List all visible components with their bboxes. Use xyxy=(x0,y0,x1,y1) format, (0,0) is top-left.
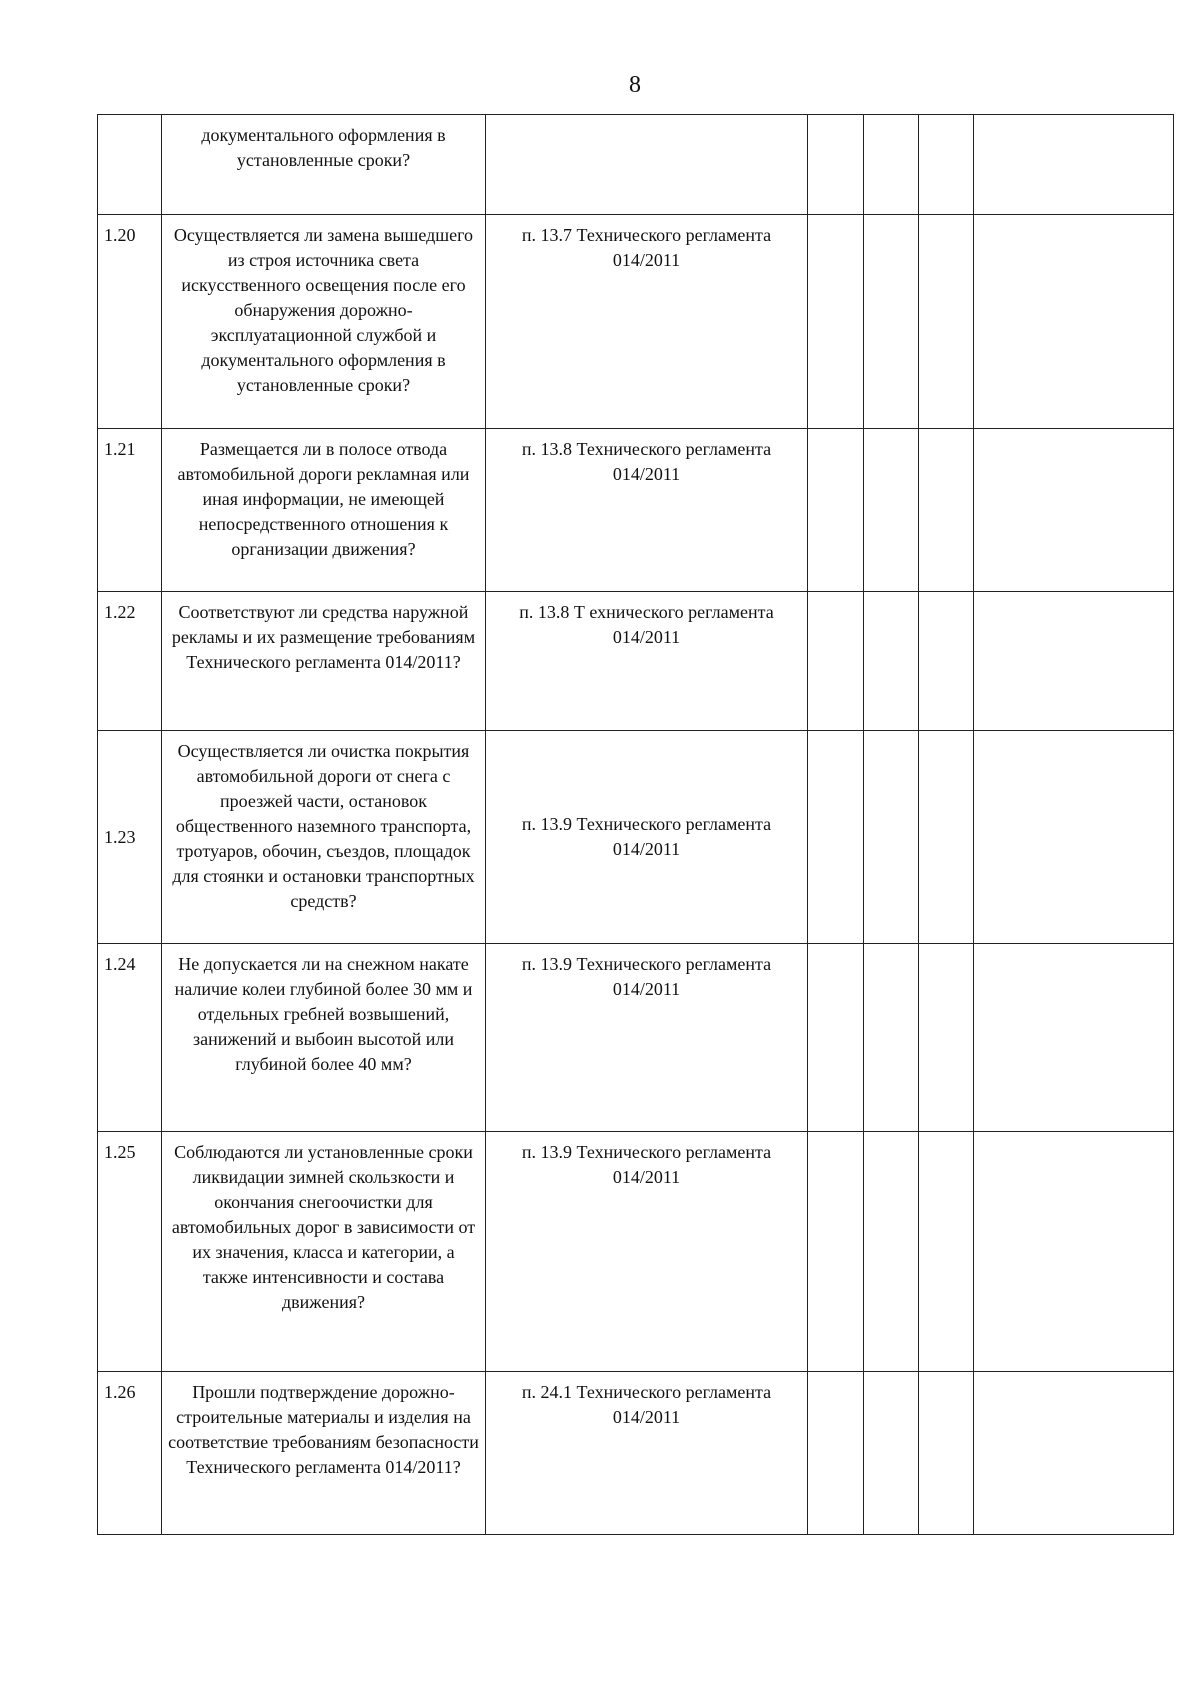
reference-text: п. 13.8 Технического регламента 014/2011 xyxy=(486,429,808,592)
no-cell xyxy=(864,115,919,215)
table-row xyxy=(98,592,1174,731)
yes-cell xyxy=(808,429,864,592)
row-number: 1.21 xyxy=(98,429,162,592)
na-cell xyxy=(919,731,974,944)
na-cell xyxy=(919,1132,974,1372)
question-text: Размещается ли в полосе отвода автомобильной дороги рекламная или иная информации, не имеющей непосредственного отношения к организации движения? xyxy=(162,429,486,592)
row-number xyxy=(98,115,162,215)
question-text: Не допускается ли на снежном накате наличие колеи глубиной более 30 мм и отдельных гребней возвышений, занижений и выбоин высотой или глубиной более 40 мм? xyxy=(162,944,486,1132)
note-cell xyxy=(974,1132,1174,1372)
na-cell xyxy=(919,115,974,215)
question-text: Соблюдаются ли установленные сроки ликвидации зимней скользкости и окончания снегоочистки для автомобильных дорог в зависимости от их значения, класса и категории, а также интенсивности и состава движения? xyxy=(162,1132,486,1372)
reference-text: п. 24.1 Технического регламента 014/2011 xyxy=(486,1372,808,1535)
no-cell xyxy=(864,592,919,731)
yes-cell xyxy=(808,944,864,1132)
note-cell xyxy=(974,429,1174,592)
question-text: документального оформления в установленные сроки? xyxy=(162,115,486,215)
na-cell xyxy=(919,592,974,731)
no-cell xyxy=(864,215,919,429)
row-number: 1.24 xyxy=(98,944,162,1132)
yes-cell xyxy=(808,1372,864,1535)
note-cell xyxy=(974,731,1174,944)
table-row xyxy=(98,1372,1174,1535)
row-number: 1.25 xyxy=(98,1132,162,1372)
page-number: 8 xyxy=(629,72,641,98)
table-row xyxy=(98,429,1174,592)
row-number: 1.22 xyxy=(98,592,162,731)
table-row xyxy=(98,731,1174,944)
reference-text: п. 13.9 Технического регламента 014/2011 xyxy=(486,731,808,944)
yes-cell xyxy=(808,592,864,731)
table-row xyxy=(98,944,1174,1132)
note-cell xyxy=(974,1372,1174,1535)
question-text: Прошли подтверждение дорожно-строительные материалы и изделия на соответствие требованиям безопасности Технического регламента 014/2011? xyxy=(162,1372,486,1535)
reference-text: п. 13.7 Технического регламента 014/2011 xyxy=(486,215,808,429)
reference-text: п. 13.9 Технического регламента 014/2011 xyxy=(486,944,808,1132)
yes-cell xyxy=(808,731,864,944)
row-number: 1.23 xyxy=(98,731,162,944)
question-text: Соответствуют ли средства наружной рекламы и их размещение требованиям Технического регламента 014/2011? xyxy=(162,592,486,731)
note-cell xyxy=(974,115,1174,215)
table-row xyxy=(98,215,1174,429)
na-cell xyxy=(919,1372,974,1535)
row-number: 1.20 xyxy=(98,215,162,429)
no-cell xyxy=(864,944,919,1132)
no-cell xyxy=(864,1372,919,1535)
reference-text xyxy=(486,115,808,215)
table-row xyxy=(98,115,1174,215)
note-cell xyxy=(974,592,1174,731)
row-number: 1.26 xyxy=(98,1372,162,1535)
question-text: Осуществляется ли очистка покрытия автомобильной дороги от снега с проезжей части, остановок общественного наземного транспорта, тротуаров, обочин, съездов, площадок для стоянки и остановки транспортных средств? xyxy=(162,731,486,944)
no-cell xyxy=(864,1132,919,1372)
table-row xyxy=(98,1132,1174,1372)
yes-cell xyxy=(808,215,864,429)
note-cell xyxy=(974,215,1174,429)
checklist-table xyxy=(97,114,1174,1535)
no-cell xyxy=(864,731,919,944)
reference-text: п. 13.9 Технического регламента 014/2011 xyxy=(486,1132,808,1372)
yes-cell xyxy=(808,115,864,215)
question-text: Осуществляется ли замена вышедшего из строя источника света искусственного освещения после его обнаружения дорожно-эксплуатационной службой и документального оформления в установленные сроки? xyxy=(162,215,486,429)
na-cell xyxy=(919,429,974,592)
reference-text: п. 13.8 Т ехнического регламента 014/2011 xyxy=(486,592,808,731)
note-cell xyxy=(974,944,1174,1132)
na-cell xyxy=(919,215,974,429)
no-cell xyxy=(864,429,919,592)
yes-cell xyxy=(808,1132,864,1372)
na-cell xyxy=(919,944,974,1132)
